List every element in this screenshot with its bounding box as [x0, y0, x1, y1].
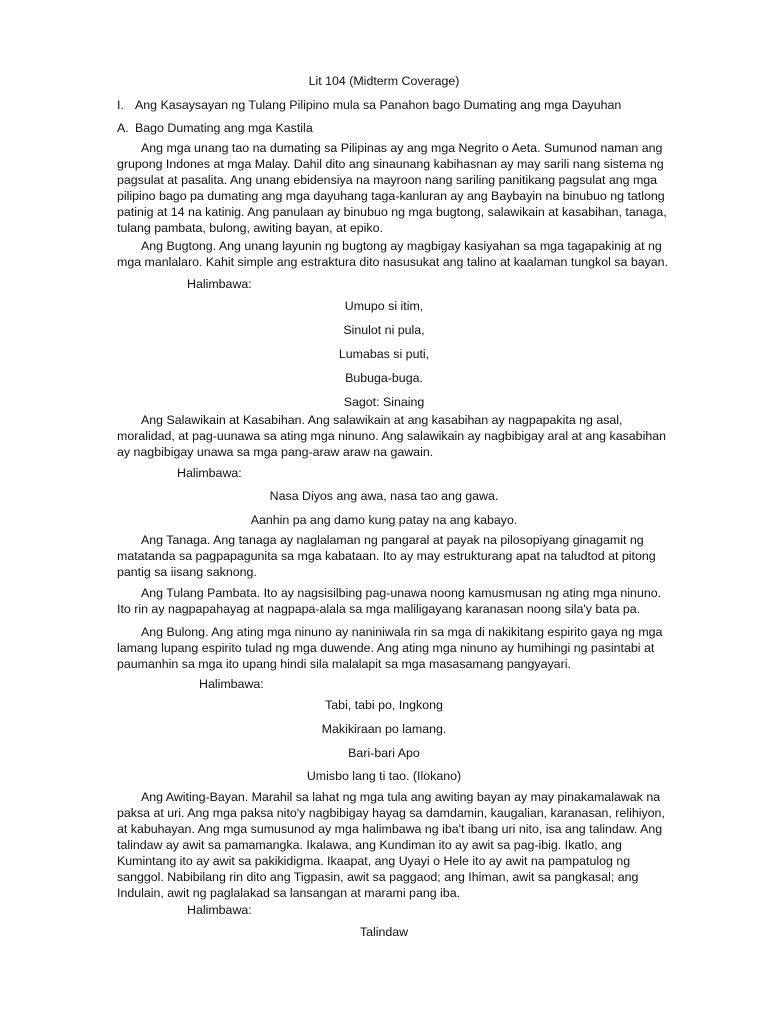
example-label: Halimbawa: — [199, 677, 264, 691]
awiting-bayan-paragraph: Ang Awiting-Bayan. Marahil sa lahat ng mga tula ang awiting bayan ay may pinakamalawak na paksa at uri. Ang mga paksa nito'y nagbibigay hayag sa damdamin, kaugalian, karanasan, relihiyon, at kabuhayan. Ang mga sumusunod ay mga halimbawa ng iba't ibang uri nito, isa ang talindaw. Ang talindaw ay awit sa pamamangka. Ikalawa, ang Kundiman ito ay awit sa pag-ibig. Ikatlo, ang Kumintang ito ay awit sa pakikidigma. Ikaapat, ang Uyayi o Hele ito ay awit na pampatulog ng sanggol. Nabibilang rin dito ang Tigpasin, awit sa paggaod; ang Ihiman, awit sa pangkasal; ang Indulain, awit ng paglalakad sa lansangan at marami pang iba. — [117, 790, 665, 900]
example-label: Halimbawa: — [187, 277, 252, 291]
proverb-line: Nasa Diyos ang awa, nasa tao ang gawa. — [269, 489, 499, 503]
tanaga-paragraph: Ang Tanaga. Ang tanaga ay naglalaman ng pangaral at payak na pilosopiyang ginagamit ng matatanda sa pagpapagunita sa mga kabataan. Ito ay may estrukturang apat na taludtod at pitong pantig sa iisang saknong. — [117, 533, 656, 579]
salawikain-paragraph: Ang Salawikain at Kasabihan. Ang salawikain at ang kasabihan ay nagpapakita ng asal, moralidad, at pag-uunawa sa ating mga ninuno. Ang salawikain ay nagbibigay aral at ang kasabihan ay nagbibigay unawa sa mga pang-araw araw na gawain. — [117, 413, 666, 459]
section-heading-i — [117, 97, 622, 113]
bulong-paragraph: Ang Bulong. Ang ating mga ninuno ay naniniwala rin sa mga di nakikitang espirito gaya ng mga lamang lupang espirito tulad ng mga duwende. Ang ating mga ninuno ay humihingi ng pasintabi at paumanhin sa mga ito upang hindi sila malalapit sa mga masasamang pangyayari. — [117, 625, 663, 671]
chant-line: Umisbo lang ti tao. (Ilokano) — [306, 769, 462, 783]
chant-line: Bari-bari Apo — [348, 746, 420, 760]
chant-line: Makikiraan po lamang. — [321, 722, 447, 736]
example-label: Halimbawa: — [177, 466, 242, 480]
section-title: Bago Dumating ang mga Kastila — [135, 121, 313, 135]
intro-paragraph: Ang mga unang tao na dumating sa Pilipinas ay ang mga Negrito o Aeta. Sumunod naman ang grupong Indones at mga Malay. Dahil dito ang sinaunang kabihasnan ay may sarili nang sistema ng pagsulat at pasalita. Ang unang ebidensiya na mayroon nang sariling panitikang pagsulat ang mga pilipino bago pa dumating ang mga dayuhang taga-kanluran ay ang Baybayin na binubuo ng tatlong patinig at 14 na katinig. Ang panulaan ay binubuo ng mga bugtong, salawikain at kasabihan, tanaga, tulang pambata, bulong, awiting bayan, at epiko. — [117, 141, 667, 235]
bugtong-paragraph: Ang Bugtong. Ang unang layunin ng bugtong ay magbigay kasiyahan sa mga tagapakinig at ng mga manlalaro. Kahit simple ang estraktura dito nasusukat ang talino at kaalaman tungkol sa bayan. — [117, 239, 669, 269]
document-title: Lit 104 (Midterm Coverage) — [308, 74, 460, 88]
section-number: I. — [117, 98, 124, 112]
section-heading-a — [117, 120, 313, 136]
section-title: Ang Kasaysayan ng Tulang Pilipino mula sa Panahon bago Dumating ang mga Dayuhan — [135, 98, 622, 112]
poem-line: Sinulot ni pula, — [343, 323, 425, 337]
example-label: Halimbawa: — [187, 903, 252, 917]
section-number: A. — [117, 121, 129, 135]
poem-line: Bubuga-buga. — [345, 371, 423, 385]
proverb-line: Aanhin pa ang damo kung patay na ang kabayo. — [250, 513, 518, 527]
chant-line: Tabi, tabi po, Ingkong — [325, 698, 443, 712]
song-title: Talindaw — [359, 925, 409, 939]
poem-line: Umupo si itim, — [344, 299, 424, 313]
tulang-pambata-paragraph: Ang Tulang Pambata. Ito ay nagsisilbing pag-unawa noong kamusmusan ng ating mga ninuno. Ito rin ay nagpapahayag at nagpapa-alala sa mga maliligayang karanasan noong sila'y bata pa. — [117, 586, 662, 616]
poem-answer: Sagot: Sinaing — [343, 395, 425, 409]
poem-line: Lumabas si puti, — [338, 347, 430, 361]
